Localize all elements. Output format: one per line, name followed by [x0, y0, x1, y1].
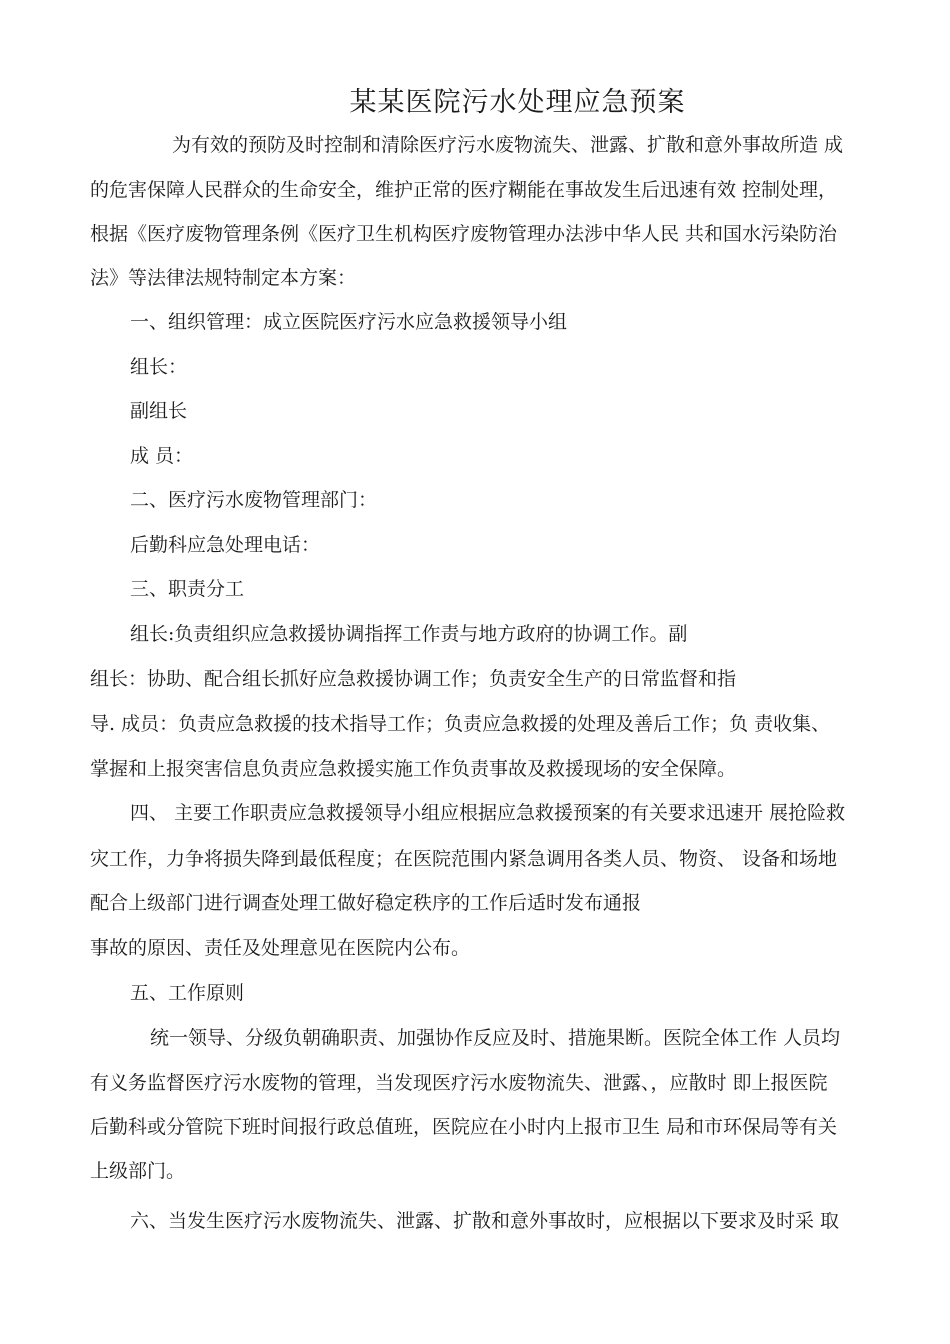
principle-line-1: 统一领导、分级负朝确职责、加强协作反应及时、措施果断。医院全体工作 人员均: [150, 1027, 841, 1049]
phone-label: 后勤科应急处理电话：: [130, 534, 321, 556]
members-label: 成 员：: [130, 445, 194, 467]
section-4-line-3: 配合上级部门进行调查处理工做好稳定秩序的工作后适时发布通报: [90, 892, 642, 914]
section-4-line-4: 事故的原因、责任及处理意见在医院内公布。: [90, 937, 471, 959]
section-heading-6: 六、当发生医疗污水废物流失、泄露、扩散和意外事故时，应根据以下要求及时采 取: [130, 1210, 840, 1232]
duty-line-2: 组长：协助、配合组长抓好应急救援协调工作；负责安全生产的日常监督和指: [90, 668, 737, 690]
section-heading-5: 五、工作原则: [130, 982, 245, 1004]
duty-line-4: 掌握和上报突害信息负责应急救援实施工作负责事故及救援现场的安全保障。: [90, 758, 737, 780]
leader-label: 组长：: [130, 356, 188, 378]
section-heading-1: 一、组织管理：成立医院医疗污水应急救援领导小组: [130, 311, 568, 333]
duty-line-3: 导. 成员：负责应急救援的技术指导工作；负责应急救援的处理及善后工作；负 责收集、: [90, 713, 831, 735]
section-heading-2: 二、医疗污水废物管理部门：: [130, 489, 378, 511]
section-4-line-2: 灾工作，力争将损失降到最低程度；在医院范围内紧急调用各类人员、物资、 设备和场地: [90, 848, 838, 870]
paragraph-line-3: 根据《医疗废物管理条例《医疗卫生机构医疗废物管理办法涉中华人民 共和国水污染防治: [90, 223, 838, 245]
section-heading-4: 四、 主要工作职责应急救援领导小组应根据应急救援预案的有关要求迅速开 展抢险救: [130, 802, 846, 824]
section-heading-3: 三、职责分工: [130, 578, 245, 600]
document-title: 某某医院污水处理应急预案: [349, 87, 686, 118]
principle-line-2: 有义务监督医疗污水废物的管理，当发现医疗污水废物流失、泄露、，应散时 即上报医院: [90, 1072, 828, 1094]
paragraph-line-1: 为有效的预防及时控制和清除医疗污水废物流失、泄露、扩散和意外事故所造 成: [172, 134, 844, 156]
duty-line-1: 组长:负责组织应急救援协调指挥工作责与地方政府的协调工作。副: [130, 623, 688, 645]
deputy-leader-label: 副组长: [130, 400, 188, 422]
principle-line-4: 上级部门。: [90, 1160, 186, 1182]
paragraph-line-4: 法》等法律法规特制定本方案：: [90, 267, 357, 289]
paragraph-line-2: 的危害保障人民群众的生命安全，维护正常的医疗糊能在事故发生后迅速有效 控制处理，: [90, 179, 838, 201]
principle-line-3: 后勤科或分管院下班时间报行政总值班，医院应在小时内上报市卫生 局和市环保局等有关: [90, 1116, 838, 1138]
